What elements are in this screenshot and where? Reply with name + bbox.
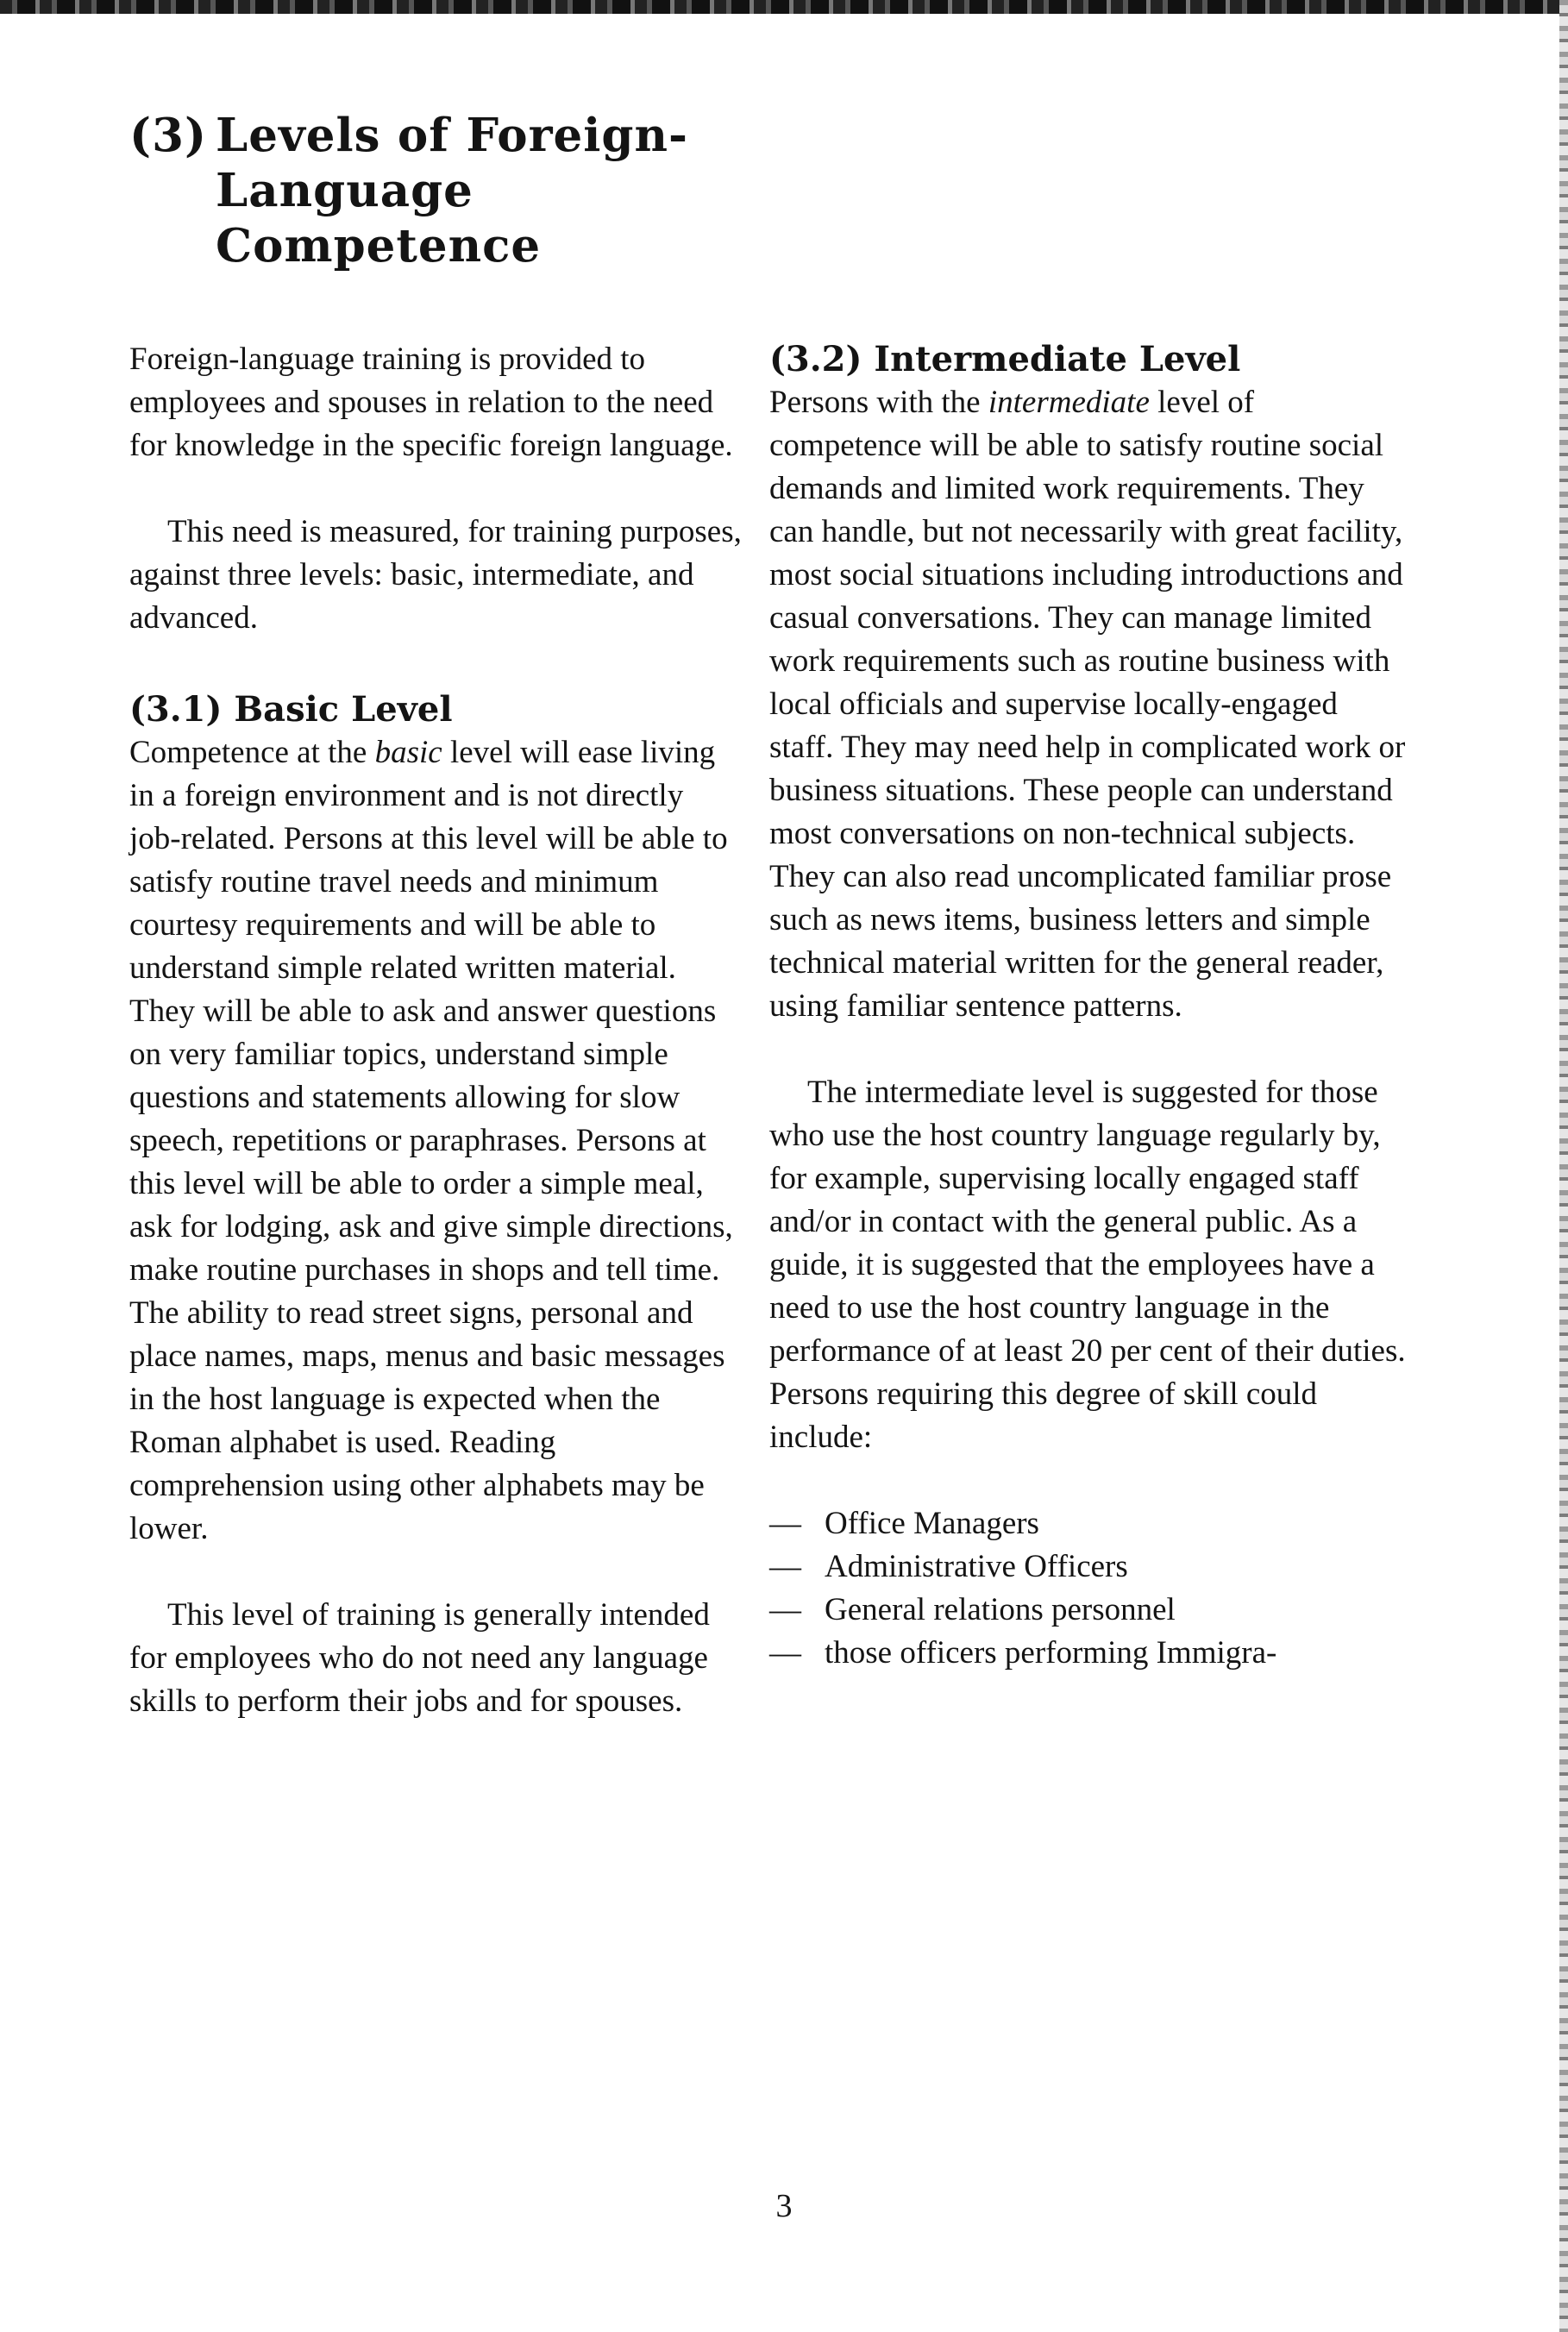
dash-bullet: — bbox=[769, 1635, 801, 1671]
title-line-2: Language bbox=[216, 164, 474, 217]
list-item: — Administrative Officers bbox=[769, 1545, 1408, 1589]
intermediate-level-paragraph: Persons with the intermediate level of competence will be able to satisfy routine social demands and limited work requirements. They can handle, but not necessarily with great facility, most social situations including introductions and casual conversations. They can manage limited work requirements such as routine business with local officials and supervise locally-engaged staff. They may need help in complicated work or business situations. These people can understand most conversations on non-technical subjects. They can also read uncomplicated familiar prose such as news items, business letters and simple technical material written for the general reader, using familiar sentence patterns. bbox=[769, 385, 1406, 1024]
intermediate-suggestion-paragraph: The intermediate level is suggested for those who use the host country language regularly by, for example, supervising locally engaged staff and/or in contact with the general public. As a guide, it is suggested that the employees have a need to use the host country language in the performance of at least 20 per cent of their duties. Persons requiring this degree of skill could include: bbox=[769, 1075, 1406, 1455]
page-number: 3 bbox=[775, 2188, 793, 2224]
basic-level-paragraph: Competence at the basic level will ease living in a foreign environment and is not directly job-related. Persons at this level will be able to satisfy routine travel needs and minimum courtesy requirements and will be able to understand simple related written material. They will be able to ask and answer questions on very familiar topics, understand simple questions and statements allowing for slow speech, repetitions or paraphrases. Persons at this level will be able to order a simple meal, ask for lodging, ask and give simple directions, make routine purchases in shops and tell time. The ability to read street signs, personal and place names, maps, menus and basic messages in the host language is expected when the Roman alphabet is used. Reading comprehension using other alphabets may be lower. bbox=[129, 735, 733, 1546]
levels-paragraph: This need is measured, for training purposes, against three levels: basic, intermediate, and advanced. bbox=[129, 514, 742, 636]
intro-paragraph: Foreign-language training is provided to employees and spouses in relation to the need for knowledge in the specific foreign language. bbox=[129, 342, 733, 463]
dash-bullet: — bbox=[769, 1549, 801, 1584]
title-line-1: (3) Levels of Foreign- bbox=[129, 109, 688, 162]
basic-training-paragraph: This level of training is generally intended for employees who do not need any language skills to perform their jobs and for spouses. bbox=[129, 1597, 710, 1719]
scan-edge-right bbox=[1559, 0, 1568, 2332]
basic-level-heading: (3.1) Basic Level bbox=[129, 689, 453, 730]
scan-edge-top bbox=[0, 0, 1568, 14]
list-item: — Office Managers bbox=[769, 1502, 1408, 1545]
title-number: (3) bbox=[129, 109, 208, 162]
dash-bullet: — bbox=[769, 1506, 801, 1541]
right-column bbox=[769, 338, 1408, 1675]
section-title bbox=[129, 108, 906, 273]
dash-bullet: — bbox=[769, 1592, 801, 1627]
intermediate-emphasis: intermediate bbox=[988, 385, 1150, 420]
list-item: — those officers performing Immigra- bbox=[769, 1632, 1408, 1675]
basic-emphasis: basic bbox=[374, 735, 442, 770]
intermediate-level-heading: (3.2) Intermediate Level bbox=[769, 339, 1241, 379]
personnel-list bbox=[769, 1502, 1408, 1675]
title-line-3: Competence bbox=[216, 219, 542, 273]
left-column bbox=[129, 338, 742, 1723]
list-item: — General relations personnel bbox=[769, 1589, 1408, 1632]
